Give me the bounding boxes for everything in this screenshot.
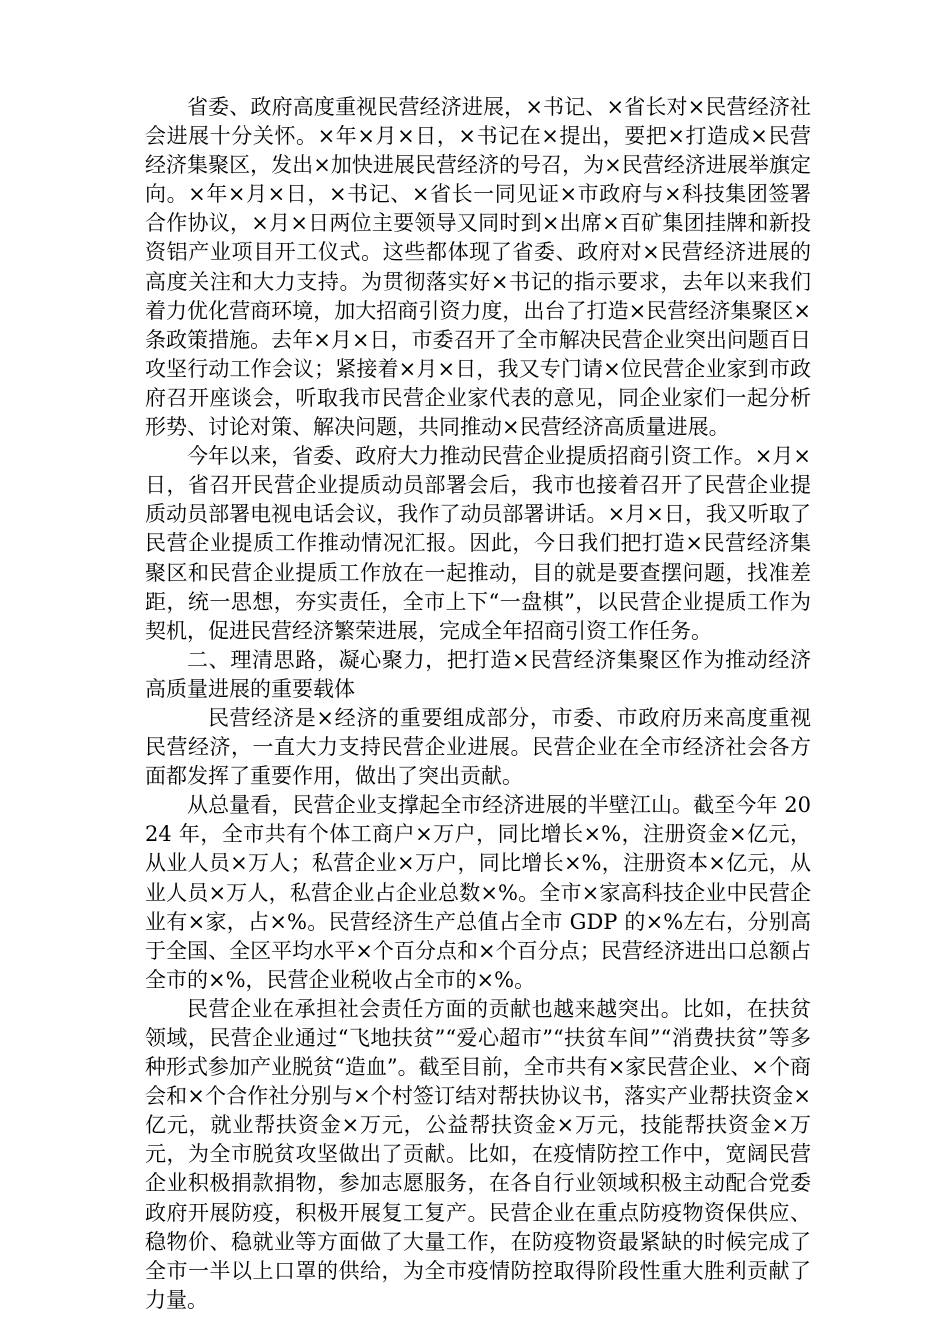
document-page — [145, 93, 811, 1315]
paragraph-provincial-support: 省委、政府高度重视民营经济进展，×书记、×省长对×民营经济社会进展十分关怀。×年×月×日，×书记在×提出，要把×打造成×民营经济集聚区，发出×加快进展民营经济的号召，为×民营经济进展举旗定向。×年×月×日，×书记、×省长一同见证×市政府与×科技集团签署合作协议，×月×日两位主要领导又同时到×出席×百矿集团挂牌和新投资铝产业项目开工仪式。这些都体现了省委、政府对×民营经济进展的高度关注和大力支持。为贯彻落实好×书记的指示要求，去年以来我们着力优化营商环境，加大招商引资力度，出台了打造×民营经济集聚区×条政策措施。去年×月×日，市委召开了全市解决民营企业突出问题百日攻坚行动工作会议；紧接着×月×日，我又专门请×位民营企业家到市政府召开座谈会，听取我市民营企业家代表的意见，同企业家们一起分析形势、讨论对策、解决问题，共同推动×民营经济高质量进展。 — [145, 95, 811, 440]
paragraph-social-responsibility: 民营企业在承担社会责任方面的贡献也越来越突出。比如，在扶贫领域，民营企业通过“飞地扶贫”“爱心超市”“扶贫车间”“消费扶贫”等多种形式参加产业脱贫“造血”。截至目前，全市共有×家民营企业、×个商会和×个合作社分别与×个村签订结对帮扶协议书，落实产业帮扶资金×亿元，就业帮扶资金×万元，公益帮扶资金×万元，技能帮扶资金×万元，为全市脱贫攻坚做出了贡献。比如，在疫情防控工作中，宽阔民营企业积极捐款捐物，参加志愿服务，在各自行业领域积极主动配合党委政府开展防疫，积极开展复工复产。民营企业在重点防疫物资保供应、稳物价、稳就业等方面做了大量工作，在防疫物资最紧缺的时候完成了全市一半以上口罩的供给，为全市疫情防控取得阶段性重大胜利贡献了力量。 — [145, 996, 811, 1312]
section-heading-two: 二、理清思路，凝心聚力，把打造×民营经济集聚区作为推动经济高质量进展的重要载体 — [145, 647, 811, 701]
paragraph-this-year-work: 今年以来，省委、政府大力推动民营企业提质招商引资工作。×月×日，省召开民营企业提质动员部署会后，我市也接着召开了民营企业提质动员部署电视电话会议，我作了动员部署讲话。×月×日，我又听取了民营企业提质工作推动情况汇报。因此，今日我们把打造×民营经济集聚区和民营企业提质工作放在一起推动，目的就是要查摆问题，找准差距，统一思想，夯实责任，全市上下“一盘棋”，以民营企业提质工作为契机，促进民营经济繁荣进展，完成全年招商引资工作任务。 — [145, 444, 811, 643]
paragraph-total-volume: 从总量看，民营企业支撑起全市经济进展的半壁江山。截至今年 2024 年，全市共有个体工商户×万户，同比增长×%，注册资金×亿元，从业人员×万人；私营企业×万户，同比增长×%，注册资本×亿元，从业人员×万人，私营企业占企业总数×%。全市×家高科技企业中民营企业有×家，占×%。民营经济生产总值占全市 GDP 的×%左右，分别高于全国、全区平均水平×个百分点和×个百分点；民营经济进出口总额占全市的×%，民营企业税收占全市的×%。 — [145, 793, 811, 992]
paragraph-private-economy-role: 民营经济是×经济的重要组成部分，市委、市政府历来高度重视民营经济，一直大力支持民营企业进展。民营企业在全市经济社会各方面都发挥了重要作用，做出了突出贡献。 — [145, 705, 811, 789]
